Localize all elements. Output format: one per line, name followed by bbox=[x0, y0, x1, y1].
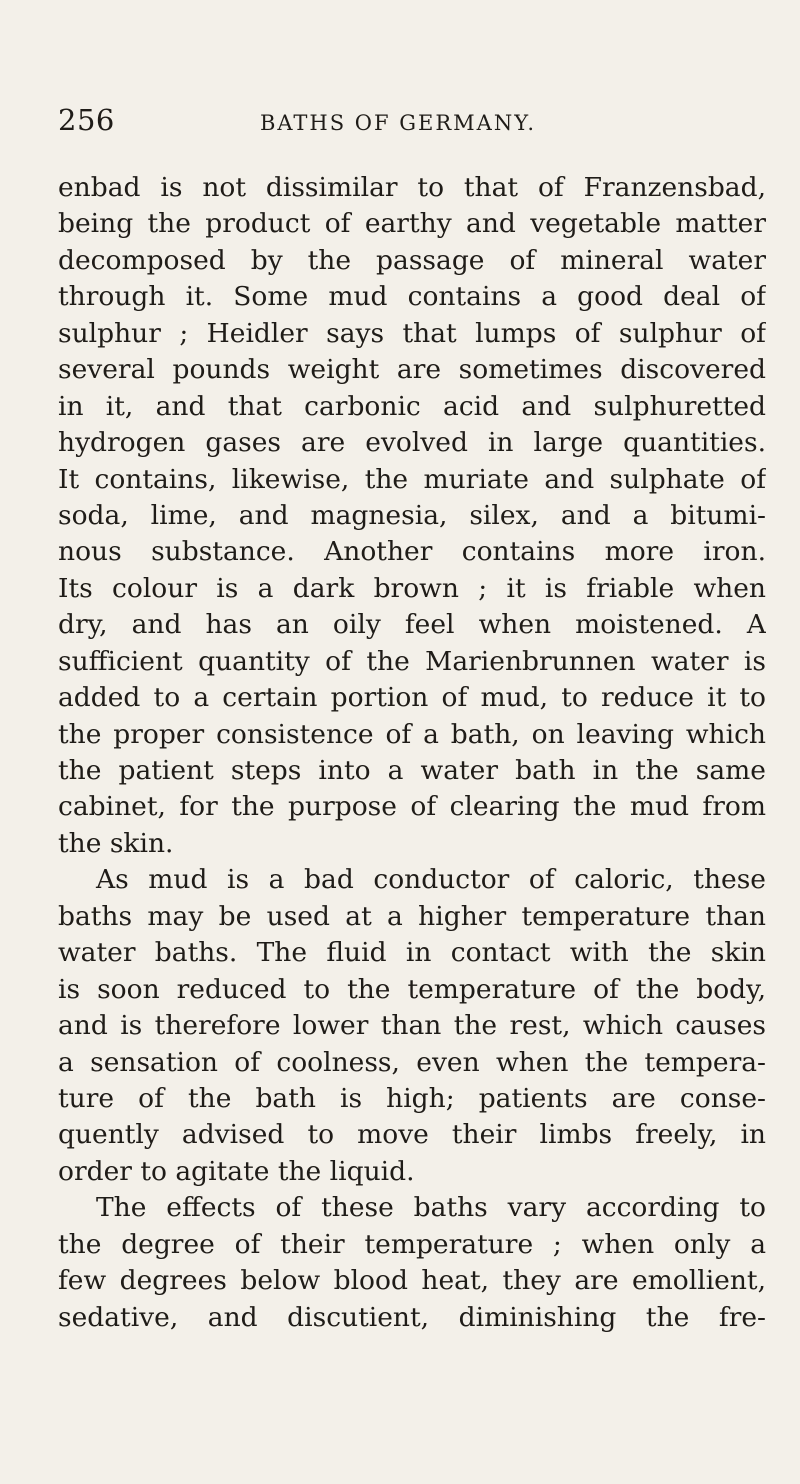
text-line: quently advised to move their limbs freely, in bbox=[58, 1119, 766, 1151]
text-line: decomposed by the passage of mineral water bbox=[58, 244, 766, 276]
text-line: enbad is not dissimilar to that of Franzensbad, bbox=[58, 172, 766, 203]
paragraph-start-line: As mud is a bad conductor of caloric, these bbox=[96, 864, 766, 896]
text-line: in it, and that carbonic acid and sulphuretted bbox=[58, 390, 766, 422]
page-header bbox=[58, 100, 760, 140]
text-line: soda, lime, and magnesia, silex, and a bitumi- bbox=[58, 499, 766, 531]
text-line: Its colour is a dark brown ; it is friable when bbox=[58, 572, 766, 604]
text-line: added to a certain portion of mud, to reduce it to bbox=[58, 682, 766, 714]
text-line: order to agitate the liquid. bbox=[58, 1155, 415, 1187]
text-line: and is therefore lower than the rest, which causes bbox=[58, 1010, 766, 1042]
text-line: hydrogen gases are evolved in large quantities. bbox=[58, 427, 766, 459]
text-line: a sensation of coolness, even when the tempera- bbox=[58, 1046, 766, 1078]
body-text bbox=[58, 170, 766, 1336]
text-line: nous substance. Another contains more iron. bbox=[58, 536, 766, 568]
text-line: being the product of earthy and vegetable matter bbox=[58, 208, 766, 240]
text-line: baths may be used at a higher temperature than bbox=[58, 900, 766, 932]
text-line: the proper consistence of a bath, on leaving which bbox=[58, 718, 766, 750]
running-head: BATHS OF GERMANY. bbox=[259, 111, 537, 135]
text-line: sufficient quantity of the Marienbrunnen water is bbox=[58, 645, 766, 677]
text-line: the skin. bbox=[58, 827, 174, 859]
text-line: It contains, likewise, the muriate and sulphate of bbox=[58, 463, 766, 495]
text-line: through it. Some mud contains a good deal of bbox=[58, 281, 766, 313]
text-line: several pounds weight are sometimes discovered bbox=[58, 354, 766, 386]
text-line: is soon reduced to the temperature of the body, bbox=[58, 973, 766, 1005]
text-line: cabinet, for the purpose of clearing the mud from bbox=[58, 791, 766, 823]
paragraph-start-line: The effects of these baths vary according to bbox=[96, 1192, 766, 1224]
page-number: 256 bbox=[58, 103, 115, 137]
text-line: sedative, and discutient, diminishing the fre- bbox=[58, 1301, 766, 1333]
text-line: sulphur ; Heidler says that lumps of sulphur of bbox=[58, 317, 766, 349]
text-line: water baths. The fluid in contact with the skin bbox=[58, 937, 766, 969]
text-line: the degree of their temperature ; when only a bbox=[58, 1228, 766, 1260]
text-line: ture of the bath is high; patients are conse- bbox=[58, 1082, 766, 1114]
text-line: few degrees below blood heat, they are emollient, bbox=[58, 1265, 766, 1297]
text-line: dry, and has an oily feel when moistened. A bbox=[58, 609, 766, 641]
text-line: the patient steps into a water bath in the same bbox=[58, 755, 766, 786]
